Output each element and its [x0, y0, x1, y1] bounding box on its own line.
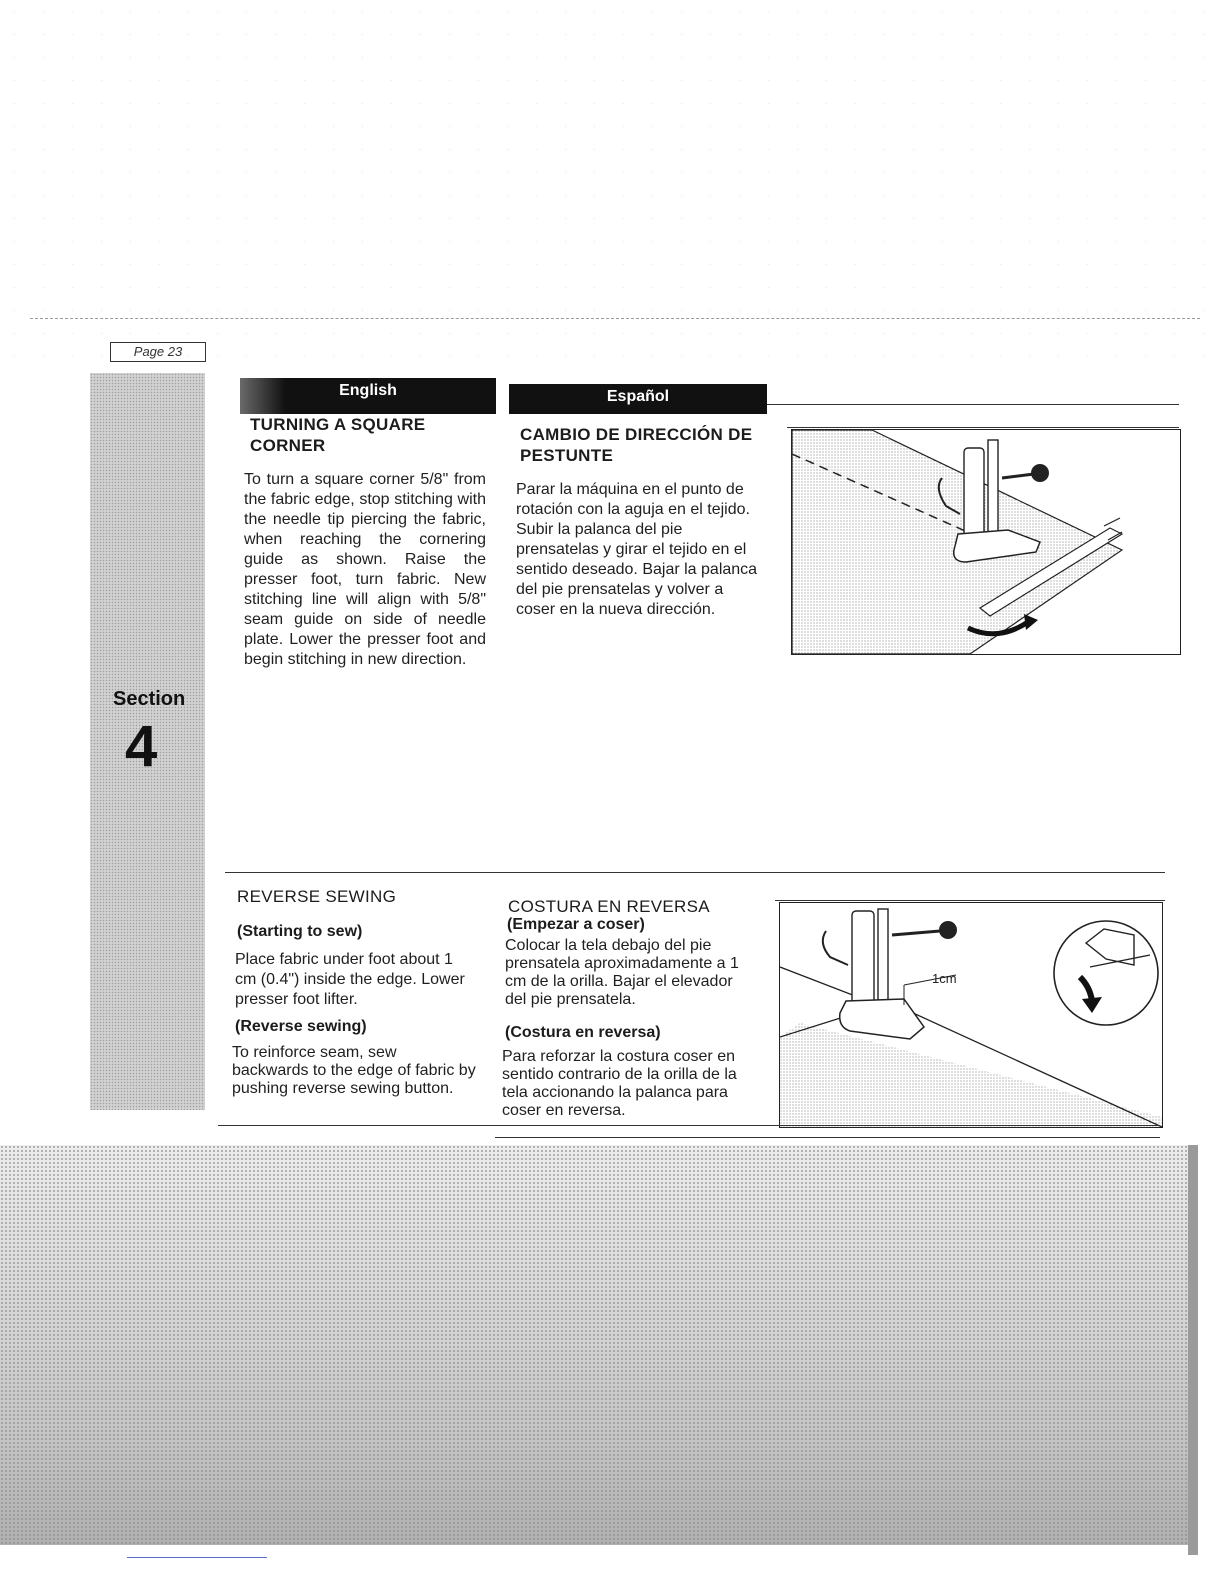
section-divider: [225, 872, 1165, 873]
page-footer-line: [127, 1557, 267, 1558]
section-number: 4: [125, 714, 158, 779]
fabric-shape: [780, 1023, 1162, 1127]
turn-arrow-head: [1024, 614, 1038, 630]
header-rule: [767, 404, 1179, 405]
reverse-sewing-title-es: COSTURA EN REVERSA: [508, 897, 710, 916]
measure-label: 1cm: [932, 971, 957, 986]
reverse-sewing-illustration: [779, 902, 1163, 1128]
reverse-sewing-heading-es: (Costura en reversa): [505, 1024, 661, 1041]
bottom-rule-secondary: [495, 1137, 1160, 1138]
thread-guide-knob: [1031, 464, 1049, 482]
starting-to-sew-body-es: Colocar la tela debajo del pie prensatela aproximadamente a 1 cm de la orilla. Bajar el elevador del pie prensatela.: [505, 937, 739, 1008]
square-corner-title-es: CAMBIO DE DIRECCIÓN DE PESTUNTE: [520, 425, 753, 465]
thread-guide-arm: [1002, 474, 1034, 478]
starting-to-sew-heading-en: (Starting to sew): [237, 923, 363, 940]
reverse-sewing-title-en: REVERSE SEWING: [237, 887, 397, 906]
scan-noise-top: [0, 0, 1224, 360]
spanish-language-bar: Español: [509, 384, 767, 414]
english-language-bar: English: [240, 378, 496, 414]
reverse-sewing-drawing: [780, 903, 1162, 1127]
needle-bar: [878, 909, 888, 1005]
reverse-sewing-heading-en: (Reverse sewing): [235, 1018, 367, 1035]
figure2-top-rule: [775, 900, 1165, 901]
needle-bar: [988, 440, 998, 536]
scan-shading-bottom: [0, 1145, 1194, 1545]
square-corner-title-en: TURNING A SQUARE CORNER: [250, 415, 426, 455]
presser-foot: [840, 999, 924, 1039]
thread-guide-arm: [892, 931, 940, 935]
thread-path: [823, 931, 848, 965]
thread-guide-knob: [939, 921, 957, 939]
figure-top-rule: [787, 427, 1179, 428]
section-label: Section: [113, 688, 186, 710]
corner-turn-illustration: [791, 429, 1181, 655]
reverse-sewing-body-es: Para reforzar la costura coser en sentido contrario de la orilla de la tela accionando la palanca para coser en reversa.: [502, 1048, 737, 1119]
corner-turn-drawing: [792, 430, 1180, 654]
starting-to-sew-body-en: Place fabric under foot about 1 cm (0.4") inside the edge. Lower presser foot lifter.: [235, 951, 465, 1008]
bottom-rule: [218, 1125, 1160, 1126]
guide-edge-line: [1104, 518, 1120, 526]
presser-bar: [852, 911, 874, 1011]
square-corner-body-es: Parar la máquina en el punto de rotación con la aguja en el tejido. Subir la palanca del pie prensatelas y girar el tejido en el sentido deseado. Bajar la palanca del pie prensatelas y volver a coser en la nueva dirección.: [516, 481, 758, 618]
scan-edge-right: [1188, 1145, 1198, 1555]
scan-edge-line: [30, 318, 1200, 319]
page-number-box: Page 23: [110, 342, 206, 362]
reverse-sewing-body-en: To reinforce seam, sew backwards to the edge of fabric by pushing reverse sewing button.: [232, 1044, 476, 1097]
starting-to-sew-heading-es: (Empezar a coser): [507, 916, 645, 933]
presser-bar: [964, 448, 984, 540]
square-corner-body-en: To turn a square corner 5/8" from the fabric edge, stop stitching with the needle tip piercing the fabric, when reaching the cornering guide as shown. Raise the presser foot, turn fabric. New stitching line will align with 5/8" seam guide on side of needle plate. Lower the presser foot and begin stitching in new direction.: [244, 471, 486, 668]
